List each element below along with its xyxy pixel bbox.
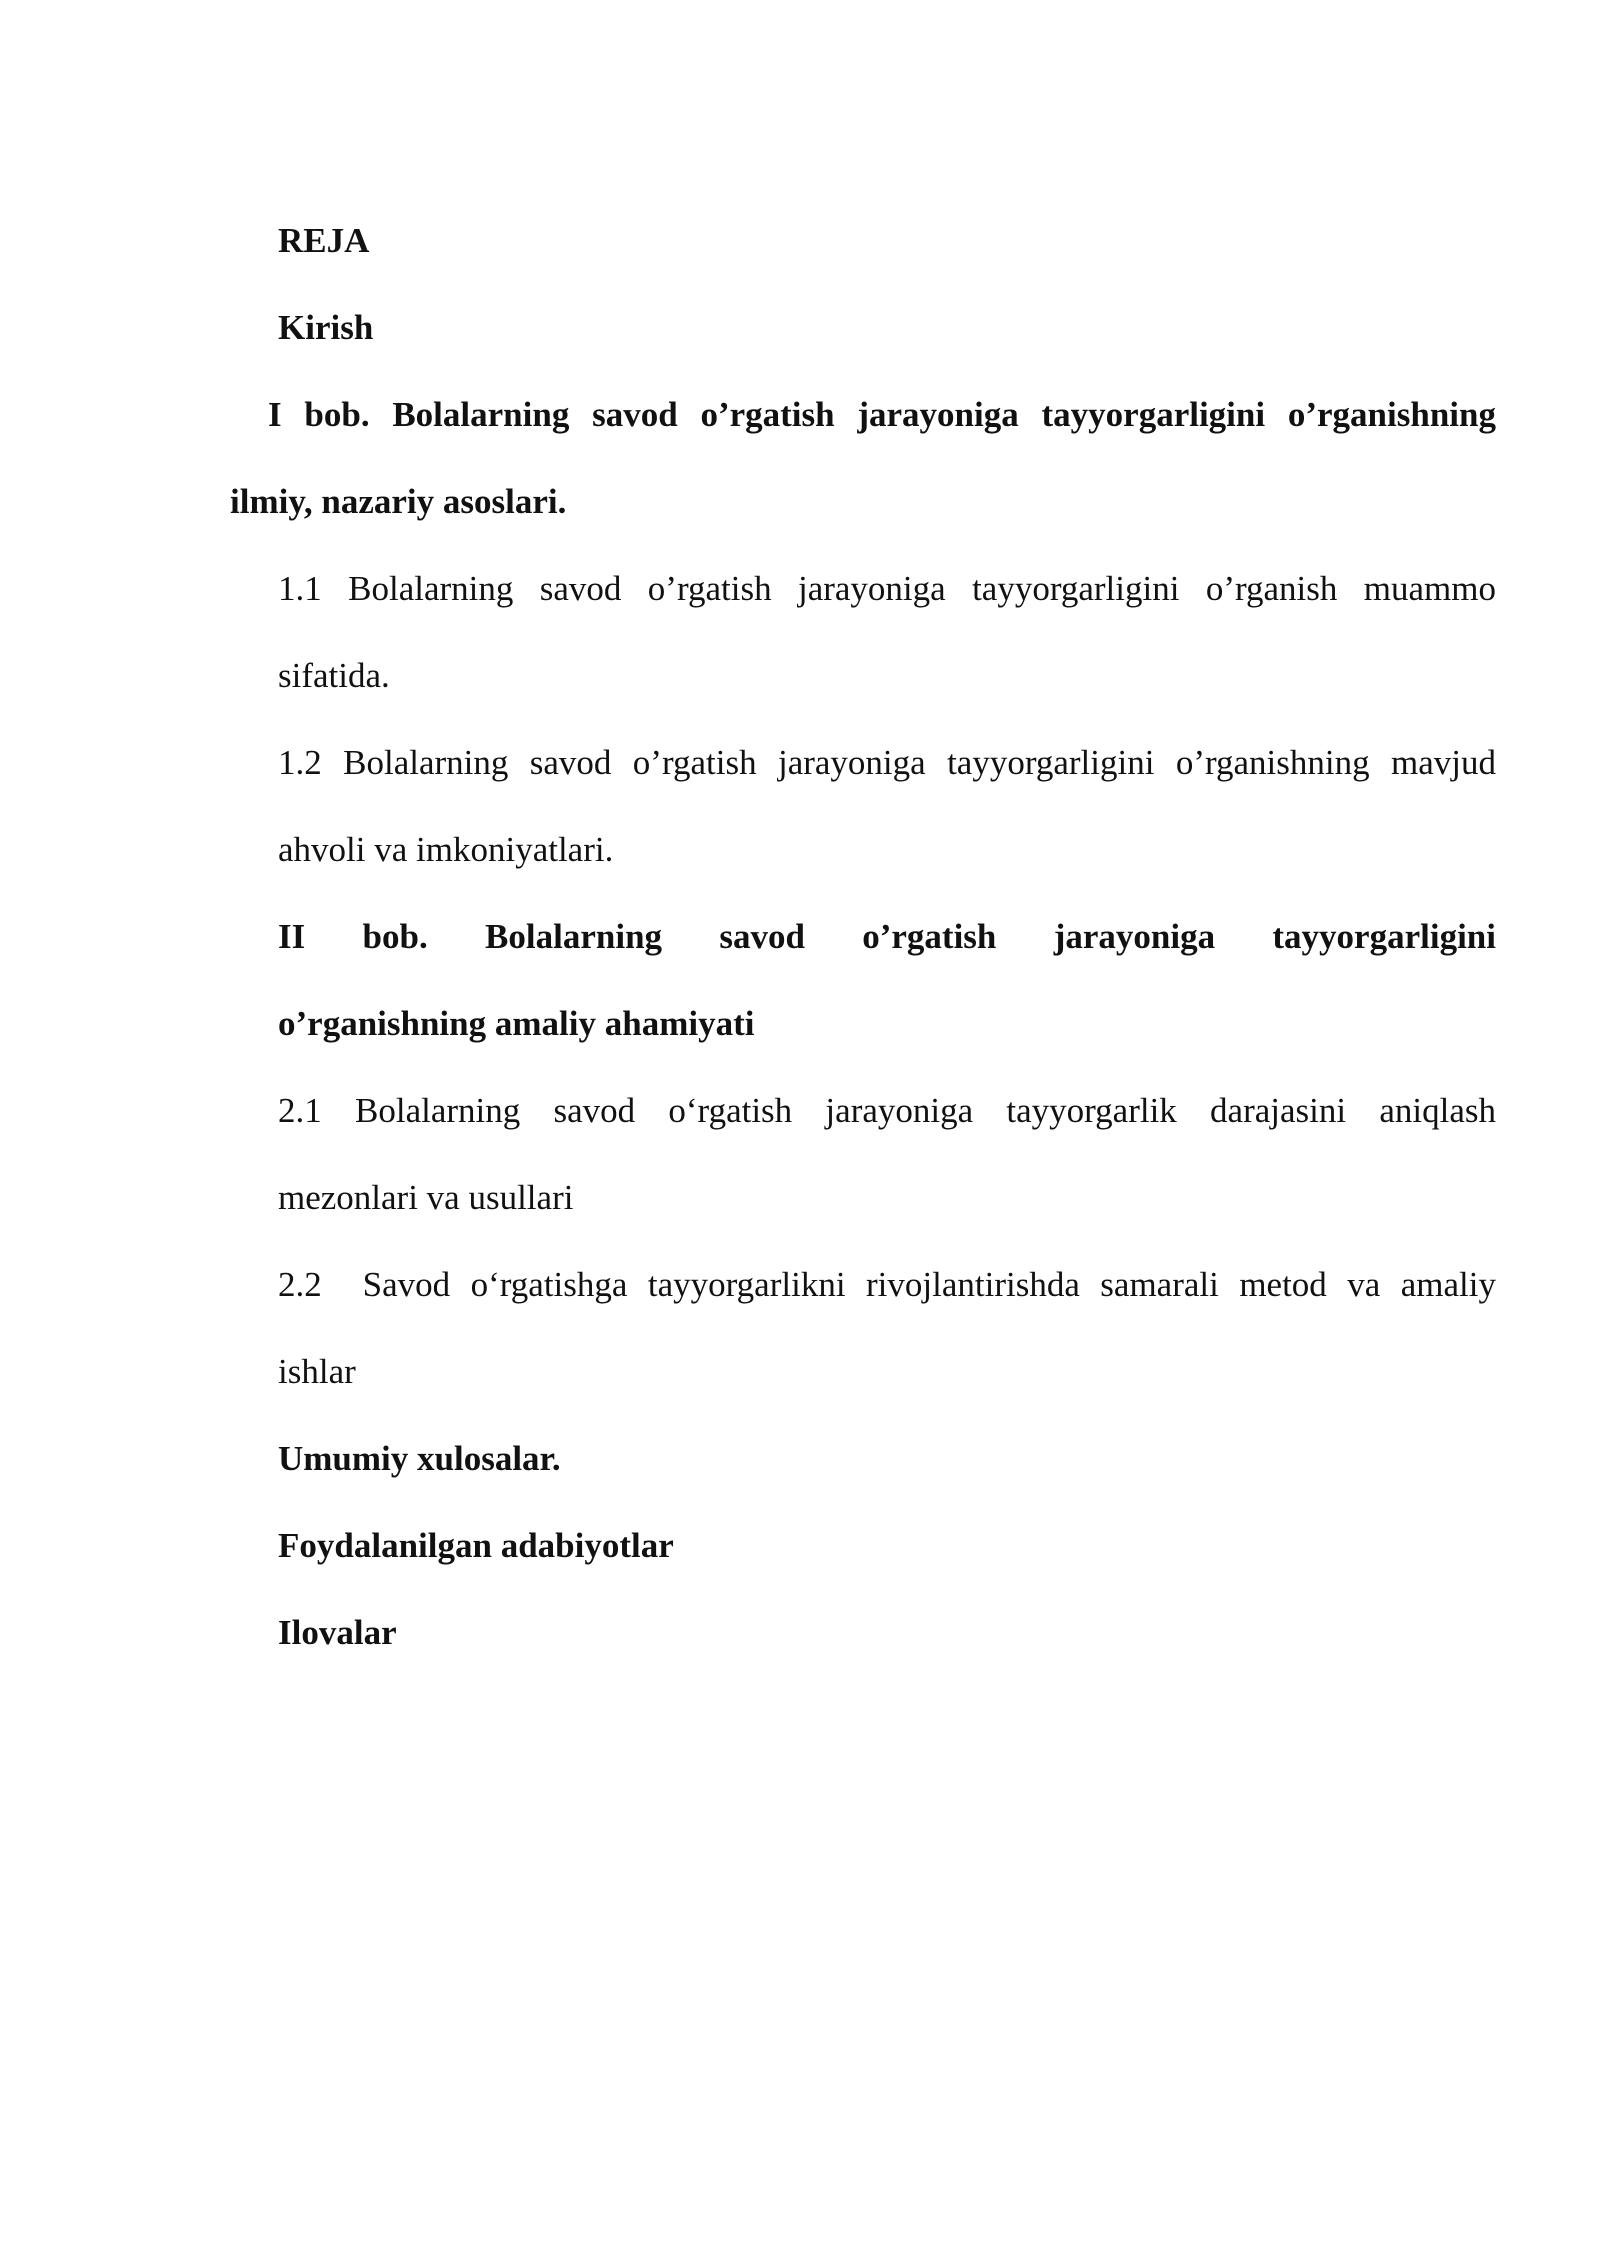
plan-heading: REJA [278, 221, 370, 260]
chapter-2-title: II bob. Bolalarning savod o’rgatish jarayoniga tayyorgarligini [278, 917, 1496, 956]
conclusions-heading: Umumiy xulosalar. [278, 1439, 561, 1478]
section-1-2-continued: ahvoli va imkoniyatlari. [278, 830, 614, 869]
section-2-1: 2.1 Bolalarning savod o‘rgatish jarayoniga tayyorgarlik darajasini aniqlash [278, 1091, 1496, 1130]
section-2-1-continued: mezonlari va usullari [278, 1178, 574, 1217]
section-1-1: 1.1 Bolalarning savod o’rgatish jarayoniga tayyorgarligini o’rganish muammo [278, 569, 1496, 608]
chapter-1-title: I bob. Bolalarning savod o’rgatish jarayoniga tayyorgarligini o’rganishning [268, 395, 1496, 434]
appendices-heading: Ilovalar [278, 1613, 397, 1652]
intro-heading: Kirish [278, 308, 374, 347]
chapter-1-title-continued: ilmiy, nazariy asoslari. [230, 482, 567, 521]
section-2-2: 2.2 Savod o‘rgatishga tayyorgarlikni rivojlantirishda samarali metod va amaliy [278, 1265, 1496, 1304]
chapter-2-title-continued: o’rganishning amaliy ahamiyati [278, 1004, 755, 1043]
section-1-2: 1.2 Bolalarning savod o’rgatish jarayoniga tayyorgarligini o’rganishning mavjud [278, 743, 1496, 782]
section-2-2-continued: ishlar [278, 1352, 356, 1391]
section-1-1-continued: sifatida. [278, 656, 390, 695]
references-heading: Foydalanilgan adabiyotlar [278, 1526, 674, 1565]
